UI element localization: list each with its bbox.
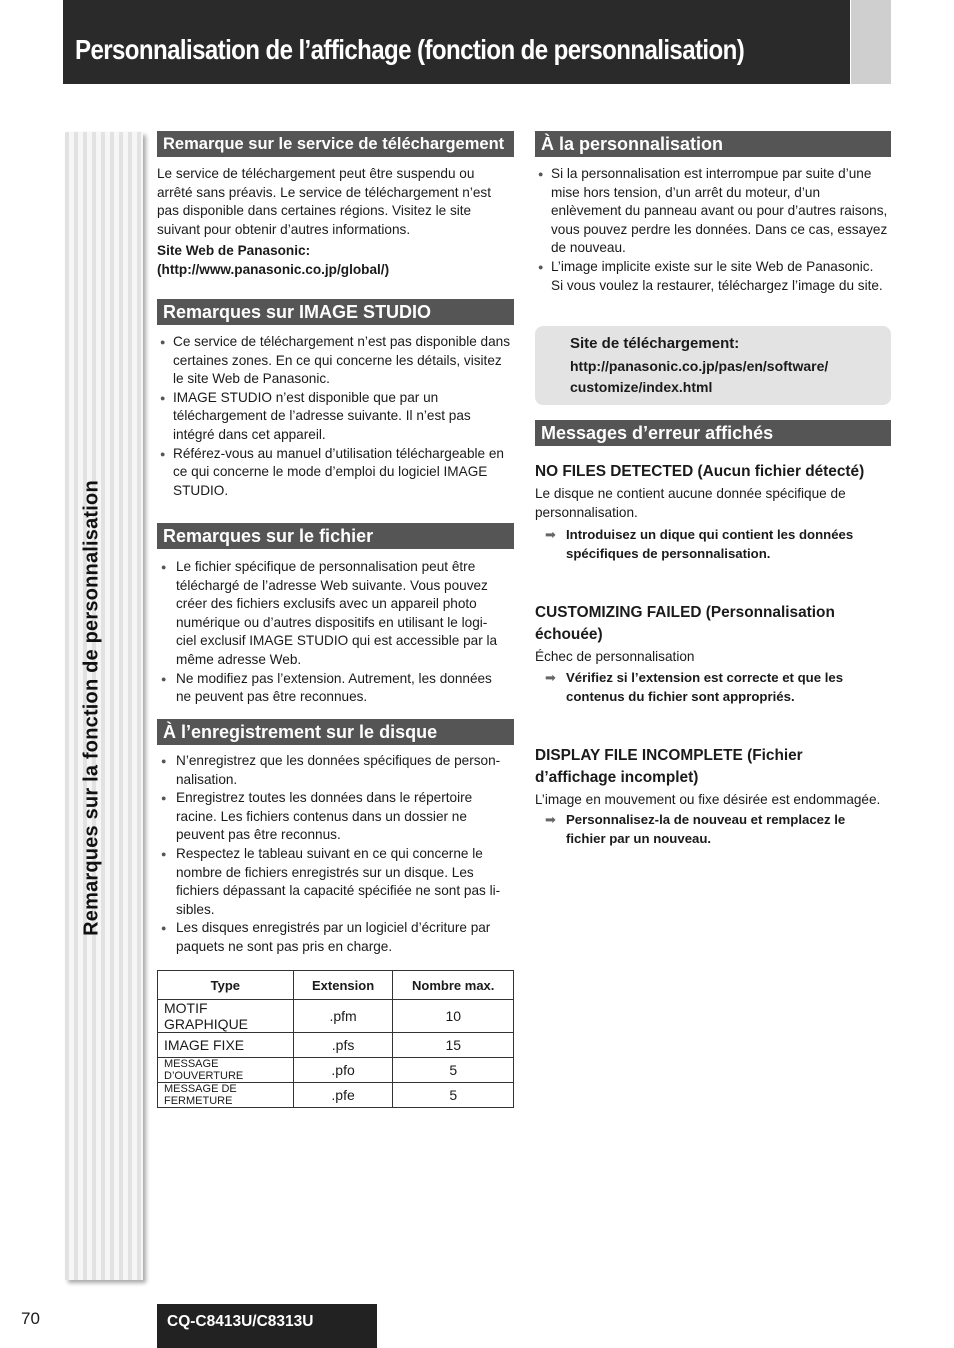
title-tab <box>851 0 891 84</box>
table-cell: .pfo <box>293 1058 393 1083</box>
list-item: ● Ce service de téléchargement n’est pas disponible dans certaines zones. En ce qui concerne les détails, visitez le site Web de Panasonic. <box>157 333 514 389</box>
table-row <box>158 1000 514 1033</box>
table-cell: IMAGE FIXE <box>158 1033 294 1058</box>
table-cell: MOTIF GRAPHIQUE <box>158 1000 294 1033</box>
table-header-row <box>158 971 514 1000</box>
table-cell: MESSAGE D’OUVERTURE <box>158 1058 294 1083</box>
error-action: Introduisez un dique qui contient les données spécifiques de personnalisation. <box>566 527 854 561</box>
table-cell: 5 <box>393 1058 514 1083</box>
file-notes-section <box>157 558 504 707</box>
table-header: Type <box>158 971 294 1000</box>
table-cell: MESSAGE DE FERMETURE <box>158 1083 294 1108</box>
error-title: CUSTOMIZING FAILED (Personnalisation échouée) <box>535 604 835 643</box>
table-row <box>158 1058 514 1083</box>
table-header: Nombre max. <box>393 971 514 1000</box>
error-title: NO FILES DETECTED (Aucun fichier détecté) <box>535 463 865 480</box>
error-action: Personnalisez-la de nouveau et remplacez le fichier par un nouveau. <box>566 812 846 846</box>
table-header: Extension <box>293 971 393 1000</box>
disc-recording-section <box>157 752 509 957</box>
table-cell: .pfe <box>293 1083 393 1108</box>
download-site-box <box>535 326 891 405</box>
arrow-right-icon: ➡ <box>545 670 556 685</box>
list-item: ● IMAGE STUDIO n’est disponible que par un téléchargement de l’adresse suivante. Il n’est pas intégré dans cet appareil. <box>157 389 514 445</box>
list-item: ● Respectez le tableau suivant en ce qui concerne le nombre de fichiers enregistrés sur un disque. Les fichiers dépassant la capacité spécifiée ne sont pas li-sibles. <box>157 845 509 919</box>
error-description: L’image en mouvement ou fixe désirée est endommagée. <box>535 792 881 807</box>
table-cell: 10 <box>393 1000 514 1033</box>
table-cell: 5 <box>393 1083 514 1108</box>
arrow-right-icon: ➡ <box>545 812 556 827</box>
list-item: ● N’enregistrez que les données spécifiques de person-nalisation. <box>157 752 509 789</box>
disc-recording-heading: À l’enregistrement sur le disque <box>157 719 514 745</box>
download-service-section <box>157 165 507 280</box>
list-item: ● Les disques enregistrés par un logiciel d’écriture par paquets ne sont pas pris en charge. <box>157 919 509 956</box>
download-site-label: Site de téléchargement: <box>570 335 740 352</box>
error-action: Vérifiez si l’extension est correcte et que les contenus du fichier sont appropriés. <box>566 670 844 704</box>
table-cell: .pfs <box>293 1033 393 1058</box>
customization-heading: À la personnalisation <box>535 131 891 157</box>
model-label: CQ-C8413U/C8313U <box>157 1304 377 1348</box>
table-row <box>158 1083 514 1108</box>
error-description: Le disque ne contient aucune donnée spécifique de personnalisation. <box>535 486 846 520</box>
table-cell: 15 <box>393 1033 514 1058</box>
download-service-text: Le service de téléchargement peut être suspendu ou arrêté sans préavis. Le service de téléchargement n’est pas disponible dans certaines régions. Visitez le site suivant pour obtenir d’autres informations. <box>157 166 491 237</box>
customization-section <box>535 165 889 295</box>
side-bar <box>65 132 143 1280</box>
panasonic-site-url[interactable]: (http://www.panasonic.co.jp/global/) <box>157 261 390 277</box>
error-description: Échec de personnalisation <box>535 649 695 664</box>
page-title: Personnalisation de l’affichage (fonction de personnalisation) <box>75 34 745 65</box>
error-title: DISPLAY FILE INCOMPLETE (Fichier d’affichage incomplet) <box>535 747 803 786</box>
download-service-heading: Remarque sur le service de téléchargement <box>157 131 514 157</box>
table-cell: .pfm <box>293 1000 393 1033</box>
list-item: ● Le fichier spécifique de personnalisation peut être téléchargé de l’adresse Web suivante. Vous pouvez créer des fichiers exclusifs avec un appareil photo numérique ou d’autres dispositifs en utilisant le logi-ciel exclusif IMAGE STUDIO qui est accessible par la même adresse Web. <box>157 558 504 670</box>
file-limits-table <box>157 970 514 1108</box>
table-row <box>158 1033 514 1058</box>
list-item: ● L’image implicite existe sur le site Web de Panasonic. Si vous voulez la restaurer, téléchargez l’image du site. <box>535 258 889 295</box>
image-studio-section <box>157 333 514 500</box>
download-site-url[interactable]: http://panasonic.co.jp/pas/en/software/ customize/index.html <box>570 358 829 395</box>
panasonic-site-label: Site Web de Panasonic: <box>157 243 311 259</box>
list-item: ● Référez-vous au manuel d’utilisation téléchargeable en ce qui concerne le mode d’emploi du logiciel IMAGE STUDIO. <box>157 445 514 501</box>
list-item: ● Enregistrez toutes les données dans le répertoire racine. Les fichiers contenus dans un dossier ne peuvent pas être reconnus. <box>157 789 509 845</box>
page-number: 70 <box>21 1309 40 1328</box>
list-item: ● Si la personnalisation est interrompue par suite d’une mise hors tension, d’un arrêt du moteur, d’un enlèvement du panneau avant ou pour d’autres raisons, vous pouvez perdre les données. Dans ce cas, essayez de nouveau. <box>535 165 889 258</box>
image-studio-heading: Remarques sur IMAGE STUDIO <box>157 299 514 325</box>
file-notes-heading: Remarques sur le fichier <box>157 523 514 549</box>
arrow-right-icon: ➡ <box>545 527 556 542</box>
errors-heading: Messages d’erreur affichés <box>535 420 891 446</box>
list-item: ● Ne modifiez pas l’extension. Autrement, les données ne peuvent pas être reconnues. <box>157 670 504 707</box>
side-label: Remarques sur la fonction de personnalisation <box>80 480 103 936</box>
title-bar <box>63 0 850 84</box>
